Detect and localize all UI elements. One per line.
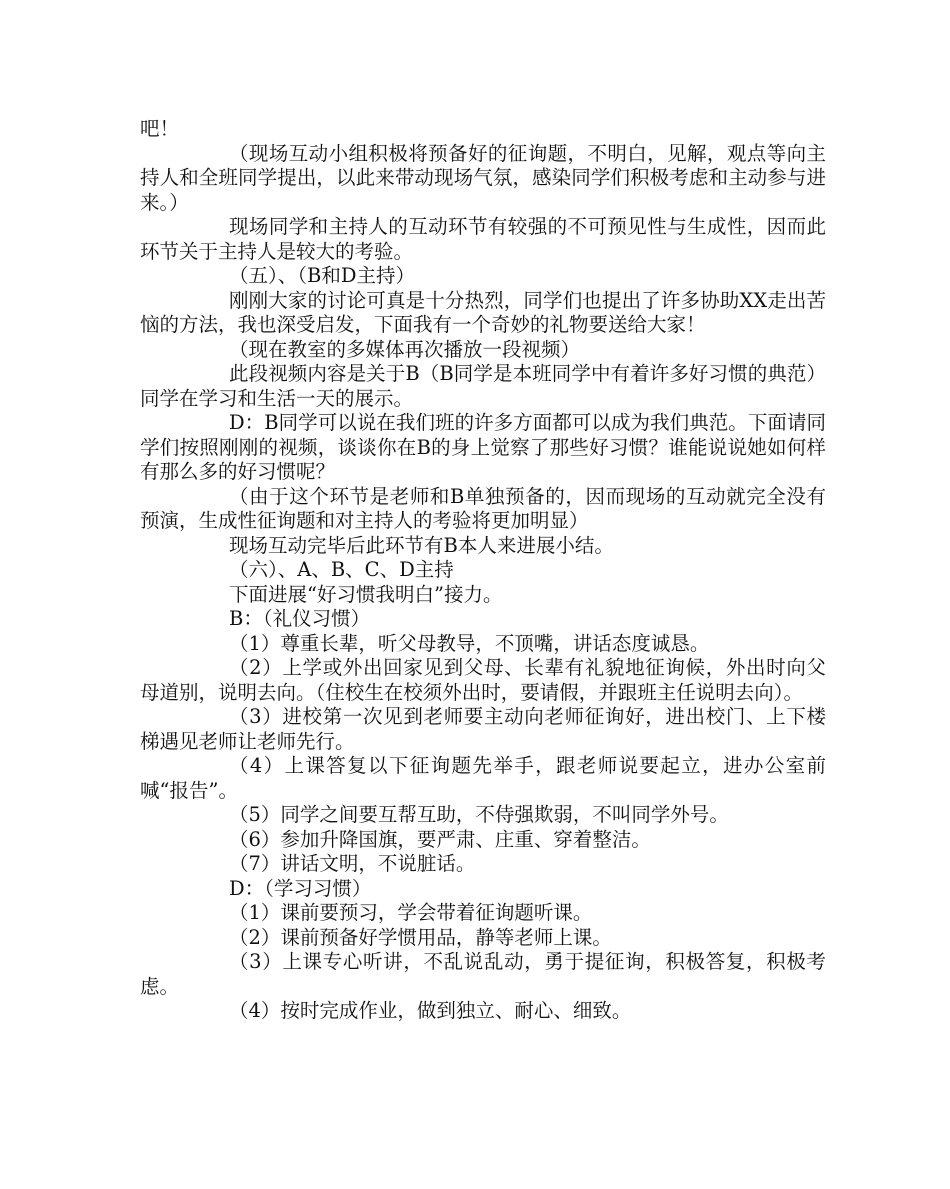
section-heading: （六）、A、B、C、D主持 — [229, 558, 454, 581]
list-item: （2）课前预备好学惯用品，静等老师上课。 — [229, 925, 612, 949]
section-heading: （五）、（B和D主持） — [229, 264, 415, 287]
list-item: （1）尊重长辈，听父母教导，不顶嘴，讲话态度诚恳。 — [229, 631, 710, 655]
paragraph: 吧！ — [140, 117, 180, 140]
list-item: （1）课前要预习，学会带着征询题听课。 — [229, 901, 593, 924]
list-item: （5）同学之间要互帮互助，不侍强欺弱，不叫同学外号。 — [229, 803, 729, 826]
list-heading: B：（礼仪习惯） — [229, 607, 371, 630]
list-item: （6）参加升降国旗，要严肃、庄重、穿着整洁。 — [229, 827, 651, 851]
paragraph: D：B同学可以说在我们班的许多方面都可以成为我们典范。下面请同学们按照刚刚的视频，谈谈你在B的身上觉察了那些好习惯？谁能说说她如何样有那么多的好习惯呢？ — [140, 411, 826, 483]
list-item: （3）上课专心听讲，不乱说乱动，勇于提征询，积极答复，积极考虑。 — [140, 950, 826, 998]
document-page — [140, 117, 826, 1024]
paragraph: 刚刚大家的讨论可真是十分热烈，同学们也提出了许多协助XX走出苦恼的方法，我也深受启发，下面我有一个奇妙的礼物要送给大家！ — [140, 288, 826, 336]
list-heading: D：（学习习惯） — [229, 876, 372, 900]
paragraph: （现在教室的多媒体再次播放一段视频） — [229, 337, 581, 361]
list-item: （4）按时完成作业，做到独立、耐心、细致。 — [229, 999, 632, 1022]
list-item: （4）上课答复以下征询题先举手，跟老师说要起立，进办公室前喊“报告”。 — [140, 754, 826, 802]
list-item: （2）上学或外出回家见到父母、长辈有礼貌地征询候，外出时向父母道别，说明去向。（住校生在校须外出时，要请假，并跟班主任说明去向）。 — [140, 656, 826, 704]
paragraph: 此段视频内容是关于B（B同学是本班同学中有着许多好习惯的典范）同学在学习和生活一天的展示。 — [140, 362, 826, 410]
paragraph: 现场同学和主持人的互动环节有较强的不可预见性与生成性，因而此环节关于主持人是较大的考验。 — [140, 215, 826, 263]
paragraph: 下面进展“好习惯我明白”接力。 — [229, 582, 503, 606]
paragraph: 现场互动完毕后此环节有B本人来进展小结。 — [229, 533, 614, 557]
list-item: （7）讲话文明，不说脏话。 — [229, 852, 476, 875]
list-item: （3）进校第一次见到老师要主动向老师征询好，进出校门、上下楼梯遇见老师让老师先行。 — [140, 705, 826, 753]
paragraph: （现场互动小组积极将预备好的征询题，不明白，见解，观点等向主持人和全班同学提出，以此来带动现场气氛，感染同学们积极考虑和主动参与进来。） — [140, 141, 826, 214]
paragraph: （由于这个环节是老师和B单独预备的，因而现场的互动就完全没有预演，生成性征询题和对主持人的考验将更加明显） — [140, 484, 826, 532]
